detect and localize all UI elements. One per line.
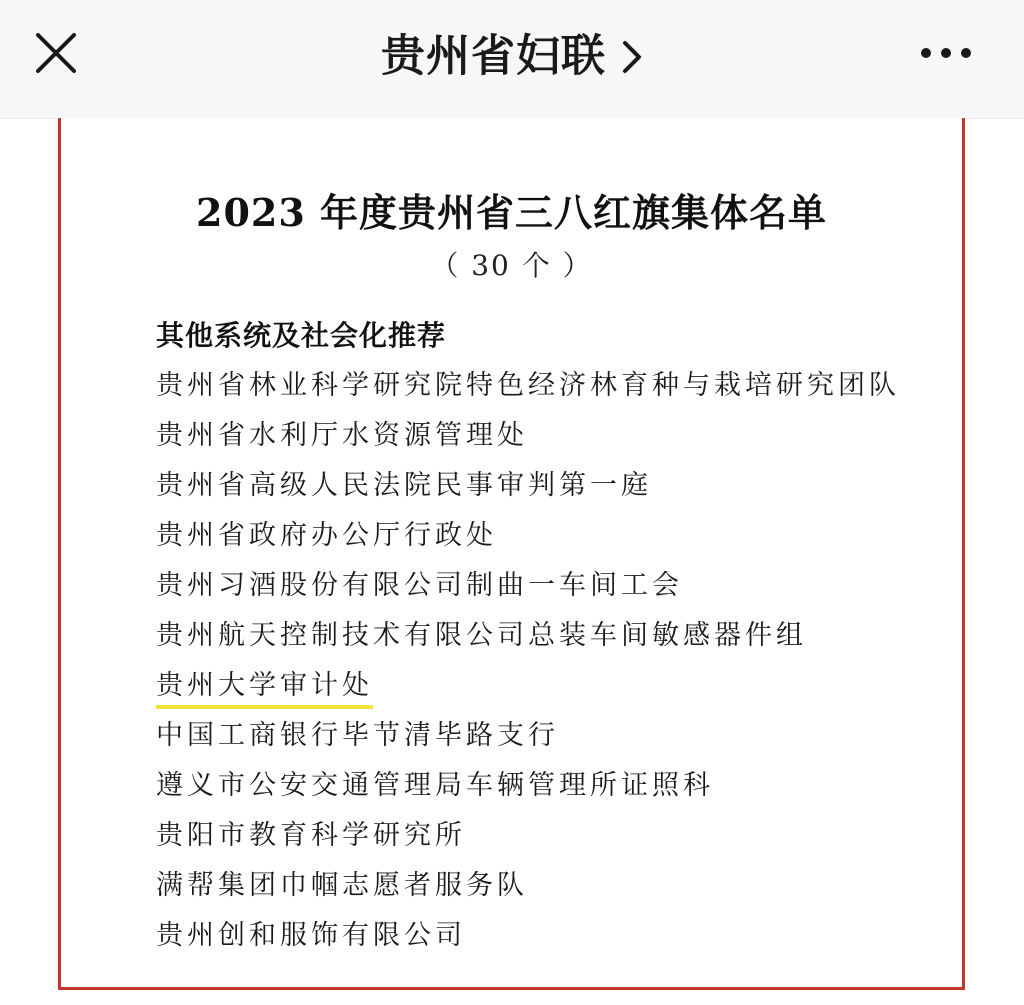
more-options-button[interactable] <box>916 38 976 68</box>
list-item: 遵义市公安交通管理局车辆管理所证照科 <box>156 770 714 801</box>
document-title: 2023 年度贵州省三八红旗集体名单 <box>196 190 827 235</box>
page-title: 贵州省妇联 <box>380 30 606 82</box>
account-title-link[interactable] <box>0 28 1024 84</box>
list-item: 贵州省高级人民法院民事审判第一庭 <box>156 470 652 501</box>
list-item-highlighted: 贵州大学审计处 <box>156 661 900 711</box>
list-item: 贵州省水利厅水资源管理处 <box>156 420 528 451</box>
list-item: 中国工商银行毕节清毕路支行 <box>156 720 559 751</box>
list-item: 贵州航天控制技术有限公司总装车间敏感器件组 <box>156 620 807 651</box>
more-horizontal-icon <box>916 38 976 68</box>
list-item: 贵州创和服饰有限公司 <box>156 920 466 951</box>
document-count: （ 30 个 ） <box>430 249 593 282</box>
list-item: 贵州习酒股份有限公司制曲一车间工会 <box>156 570 683 601</box>
list-item: 贵州省政府办公厅行政处 <box>156 520 497 551</box>
section-heading: 其他系统及社会化推荐 <box>156 319 447 352</box>
document-image <box>58 118 965 990</box>
top-nav-bar <box>0 0 1024 119</box>
chevron-right-icon <box>621 39 643 75</box>
list-item: 满帮集团巾帼志愿者服务队 <box>156 870 528 901</box>
collective-list <box>156 361 900 961</box>
list-item: 贵州省林业科学研究院特色经济林育种与栽培研究团队 <box>156 370 900 401</box>
list-item: 贵阳市教育科学研究所 <box>156 820 466 851</box>
